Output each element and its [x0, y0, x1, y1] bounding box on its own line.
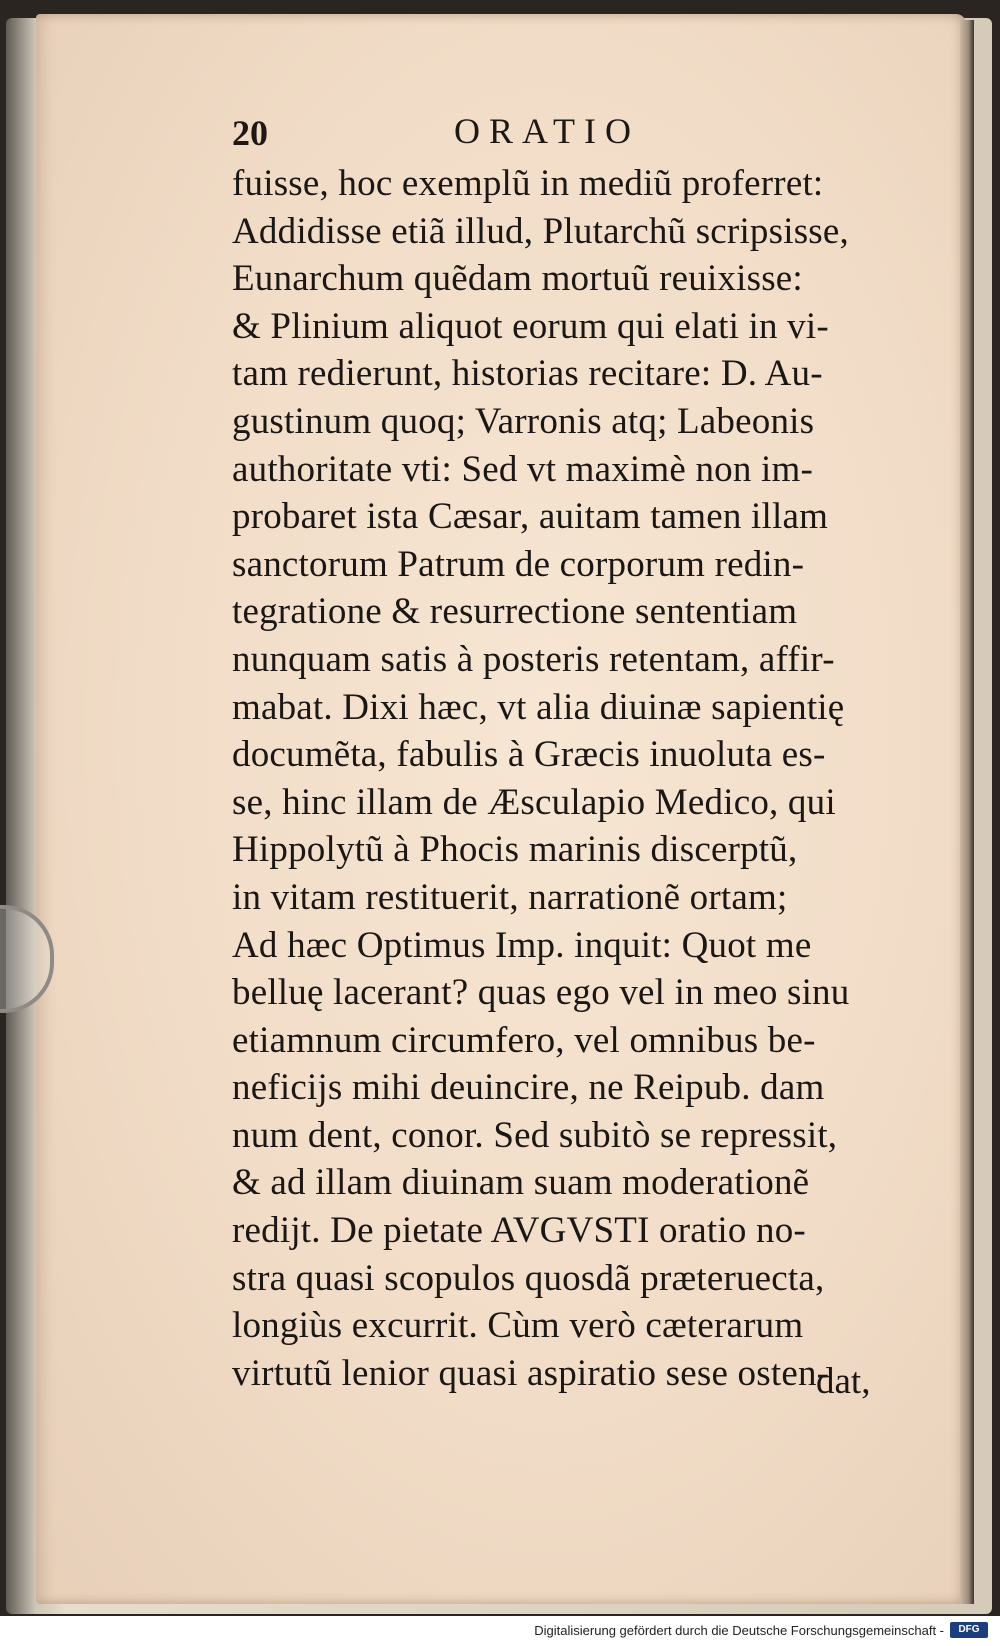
text-line: & ad illam diuinam suam moderationẽ [232, 1162, 810, 1204]
text-line: authoritate vti: Sed vt maximè non im- [232, 448, 813, 490]
text-line: Eunarchum quẽdam mortuũ reuixisse: [232, 258, 803, 300]
text-line: fuisse, hoc exemplũ in mediũ proferret: [232, 163, 824, 204]
page-number: 20 [232, 113, 268, 153]
text-line: tegratione & resurrectione sententiam [232, 591, 798, 633]
text-line: tam redierunt, historias recitare: D. Au- [232, 353, 823, 395]
body-text [232, 160, 892, 1397]
text-line: Ad hæc Optimus Imp. inquit: Quot me [232, 924, 812, 966]
text-line: & Plinium aliquot eorum qui elati in vi- [232, 305, 829, 347]
text-line: neficijs mihi deuincire, ne Reipub. dam [232, 1067, 825, 1109]
text-line: mabat. Dixi hæc, vt alia diuinæ sapientię [232, 686, 845, 728]
text-line: virtutũ lenior quasi aspiratio sese osten- [232, 1352, 830, 1394]
text-line: longiùs excurrit. Cùm verò cæterarum [232, 1305, 804, 1347]
text-line: Hippolytũ à Phocis marinis discerptũ, [232, 829, 798, 871]
digitization-credit: Digitalisierung gefördert durch die Deutsche Forschungsgemeinschaft - [534, 1623, 944, 1638]
text-line: num dent, conor. Sed subitò se repressit, [232, 1114, 838, 1156]
page-fore-edge [960, 20, 974, 1604]
text-line: se, hinc illam de Æsculapio Medico, qui [232, 781, 836, 823]
text-line: stra quasi scopulos quosdã præteruecta, [232, 1257, 825, 1299]
page-header [232, 110, 662, 154]
text-line: Addidisse etiã illud, Plutarchũ scripsisse, [232, 210, 849, 252]
text-line: belluę lacerant? quas ego vel in meo sinu [232, 972, 850, 1014]
text-line: in vitam restituerit, narrationẽ ortam; [232, 876, 788, 918]
dfg-logo: DFG [950, 1622, 988, 1638]
text-line: gustinum quoq; Varronis atq; Labeonis [232, 400, 815, 442]
text-line: documẽta, fabulis à Græcis inuoluta es- [232, 734, 826, 776]
text-line: redijt. De pietate AVGVSTI oratio no- [232, 1210, 806, 1252]
text-line: nunquam satis à posteris retentam, affir- [232, 638, 835, 680]
running-head: ORATIO [454, 111, 640, 151]
text-line: sanctorum Patrum de corporum redin- [232, 543, 805, 585]
text-line: etiamnum circumfero, vel omnibus be- [232, 1019, 816, 1061]
catchword: dat, [816, 1361, 871, 1402]
text-line: probaret ista Cæsar, auitam tamen illam [232, 496, 829, 538]
